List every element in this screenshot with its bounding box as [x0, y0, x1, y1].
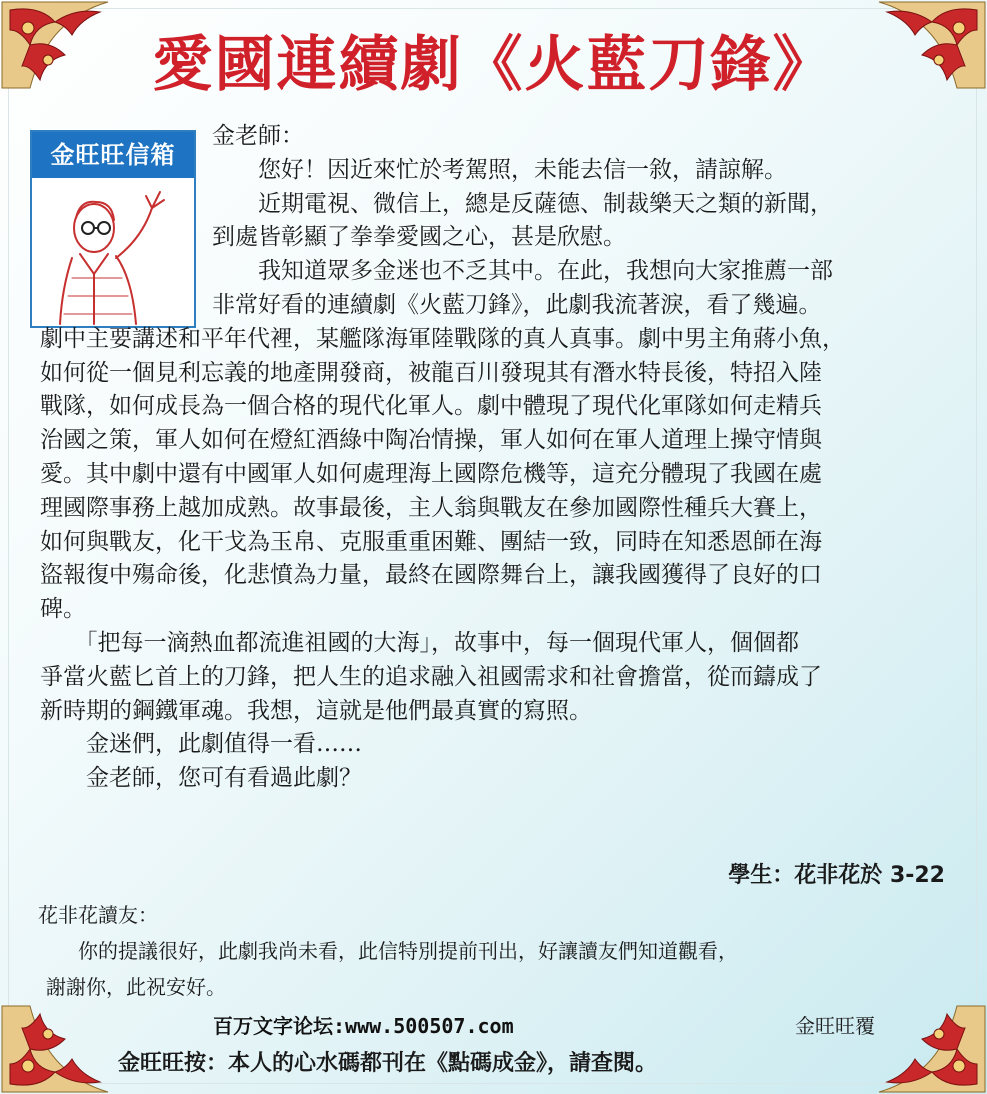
letter-salutation: 金老師：	[212, 123, 304, 149]
corner-ornament-bottom-right	[877, 1004, 987, 1094]
letter-line: 非常好看的連續劇《火藍刀鋒》，此劇我流著淚，看了幾遍。	[212, 291, 822, 318]
letter-line: 碑。	[40, 596, 86, 623]
editor-note: 金旺旺按：本人的心水碼都刊在《點碼成金》，請查閱。	[118, 1051, 658, 1076]
letter-line: 金老師，您可有看過此劇？	[40, 765, 362, 792]
letter-line: 治國之策，軍人如何在燈紅酒綠中陶冶情操，軍人如何在軍人道理上操守情與	[40, 427, 822, 454]
reply-signature: 金旺旺覆	[795, 1014, 875, 1038]
letter-line: 劇中主要講述和平年代裡，某艦隊海軍陸戰隊的真人真事。劇中男主角蔣小魚，	[40, 325, 845, 352]
letter-line: 金迷們，此劇值得一看……	[40, 731, 362, 758]
forum-watermark: 百万文字论坛:www.500507.com	[213, 1014, 514, 1038]
corner-ornament-bottom-left	[0, 1004, 110, 1094]
letter-line: 愛。其中劇中還有中國軍人如何處理海上國際危機等，這充分體現了我國在處	[40, 460, 822, 487]
letter-signature: 學生：花非花於 3-22	[728, 863, 945, 888]
letter-line: 新時期的鋼鐵軍魂。我想，這就是他們最真實的寫照。	[40, 697, 592, 724]
letter-line: 我知道眾多金迷也不乏其中。在此，我想向大家推薦一部	[212, 258, 833, 285]
letter-line: 「把每一滴熱血都流進祖國的大海」，故事中，每一個現代軍人，個個都	[40, 629, 799, 656]
mailbox-label: 金旺旺信箱	[32, 132, 194, 178]
letter-line: 到處皆彰顯了拳拳愛國之心，甚是欣慰。	[212, 224, 626, 251]
letter-line: 爭當火藍匕首上的刀鋒，把人生的追求融入祖國需求和社會擔當，從而鑄成了	[40, 663, 822, 690]
page-title: 愛國連續劇《火藍刀鋒》	[152, 30, 835, 100]
letter-line: 您好！因近來忙於考駕照，未能去信一敘，請諒解。	[212, 156, 787, 183]
reply-salutation: 花非花讀友：	[38, 903, 158, 927]
letter-line: 近期電視、微信上，總是反薩德、制裁樂天之類的新聞，	[212, 190, 833, 217]
reply-section	[38, 897, 738, 1005]
letter-line: 如何從一個見利忘義的地產開發商，被龍百川發現其有潛水特長後，特招入陸	[40, 359, 822, 386]
reply-line: 謝謝你，此祝安好。	[46, 975, 226, 999]
letter-line: 戰隊，如何成長為一個合格的現代化軍人。劇中體現了現代化軍隊如何走精兵	[40, 393, 822, 420]
letter-body	[40, 120, 950, 796]
letter-line: 盜報復中殤命後，化悲憤為力量，最終在國際舞台上，讓我國獲得了良好的口	[40, 562, 822, 589]
letter-line: 理國際事務上越加成熟。故事最後，主人翁與戰友在參加國際性種兵大賽上，	[40, 494, 822, 521]
letter-line: 如何與戰友，化干戈為玉帛、克服重重困難、團結一致，同時在知悉恩師在海	[40, 528, 822, 555]
reply-line: 你的提議很好，此劇我尚未看，此信特別提前刊出，好讓讀友們知道觀看，	[38, 939, 738, 963]
